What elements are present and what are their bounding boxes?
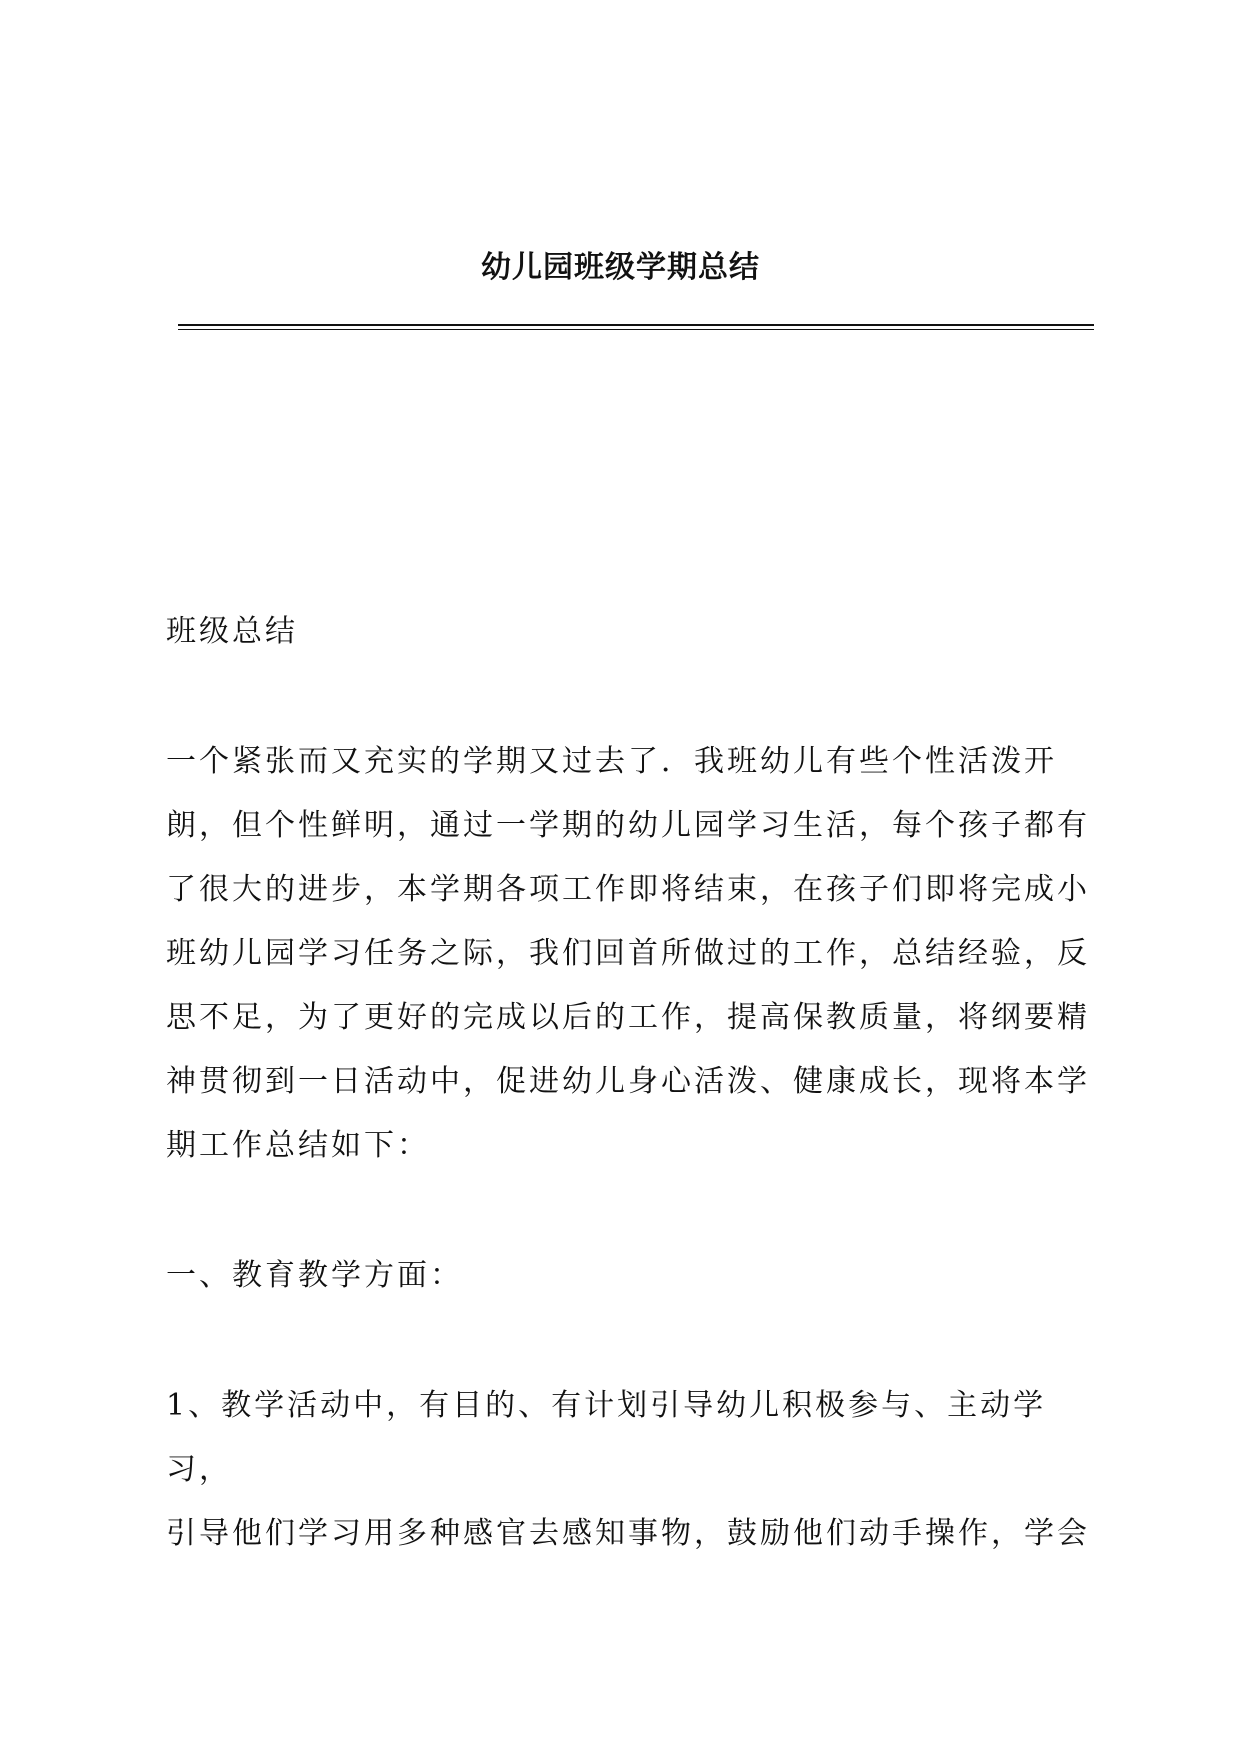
paragraph-line: 朗，但个性鲜明，通过一学期的幼儿园学习生活，每个孩子都有 xyxy=(166,808,1090,843)
paragraph-spacer xyxy=(166,1308,1096,1374)
paragraph-line: 一个紧张而又充实的学期又过去了．我班幼儿有些个性活泼开 xyxy=(166,744,1057,779)
paragraph-spacer xyxy=(166,664,1096,730)
paragraph-line: 期工作总结如下： xyxy=(166,1128,430,1163)
paragraph-line: 神贯彻到一日活动中，促进幼儿身心活泼、健康成长，现将本学 xyxy=(166,1064,1090,1099)
paragraph-line: 1、教学活动中，有目的、有计划引导幼儿积极参与、主动学习， xyxy=(166,1388,1047,1487)
section-heading: 班级总结 xyxy=(166,614,298,649)
intro-paragraph xyxy=(166,730,1096,1178)
title-double-rule xyxy=(178,324,1094,330)
paragraph-line: 引导他们学习用多种感官去感知事物，鼓励他们动手操作，学会 xyxy=(166,1516,1090,1551)
document-body xyxy=(166,600,1096,1566)
paragraph-line: 了很大的进步，本学期各项工作即将结束，在孩子们即将完成小 xyxy=(166,872,1090,907)
section-one-heading: 一、教育教学方面： xyxy=(166,1258,463,1293)
document-title: 幼儿园班级学期总结 xyxy=(481,250,760,285)
paragraph-line: 班幼儿园学习任务之际，我们回首所做过的工作，总结经验，反 xyxy=(166,936,1090,971)
item-one-paragraph xyxy=(166,1374,1096,1566)
paragraph-line: 思不足，为了更好的完成以后的工作，提高保教质量，将纲要精 xyxy=(166,1000,1090,1035)
paragraph-spacer xyxy=(166,1178,1096,1244)
